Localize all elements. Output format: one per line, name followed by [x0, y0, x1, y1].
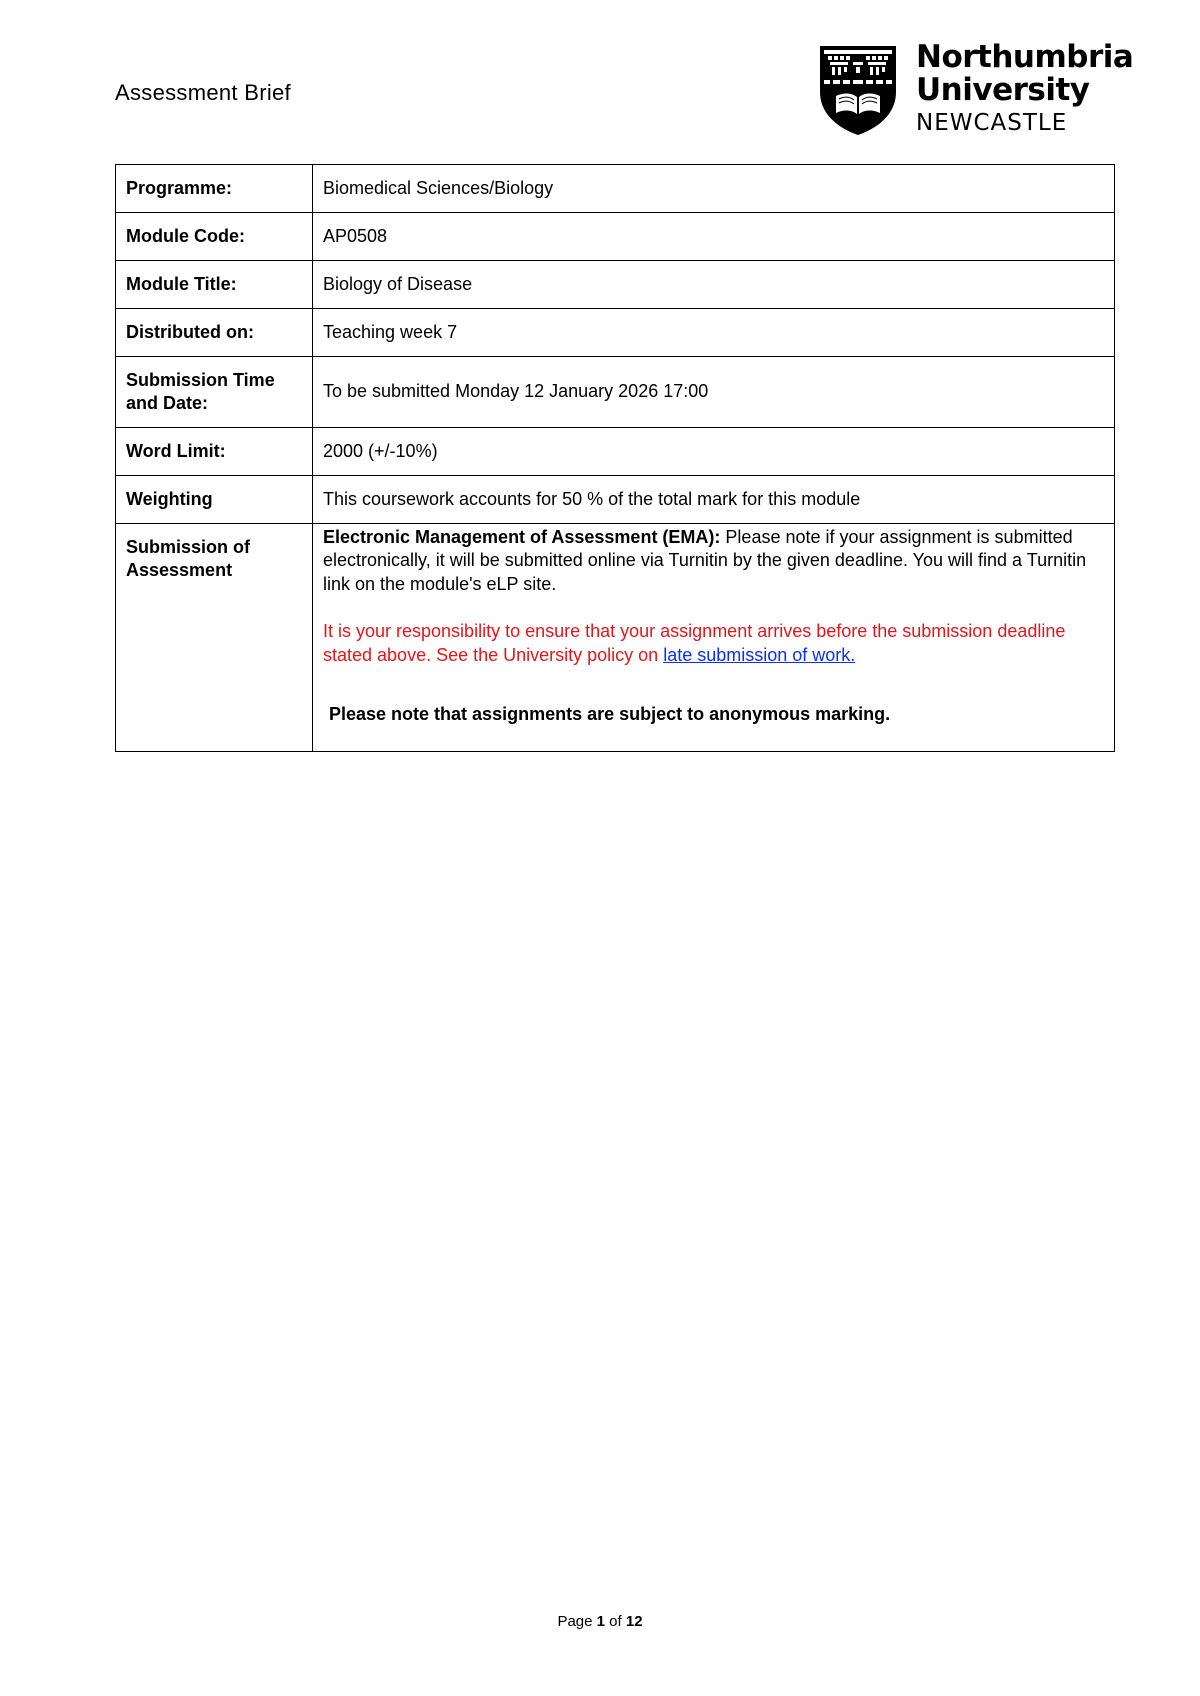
weighting-label: Weighting [116, 476, 313, 524]
table-row-programme [116, 165, 1115, 213]
table-row-distributed-on [116, 309, 1115, 357]
responsibility-warning [323, 620, 1104, 667]
footer-page-word: Page [557, 1613, 597, 1630]
module-title-value: Biology of Disease [313, 261, 1115, 309]
table-row-word-limit [116, 428, 1115, 476]
weighting-value: This coursework accounts for 50 % of the total mark for this module [313, 476, 1115, 524]
warning-text: It is your responsibility to ensure that your assignment arrives before the submission deadline stated above. See the University policy on [323, 621, 1066, 665]
table-row-module-code [116, 213, 1115, 261]
table-row-module-title [116, 261, 1115, 309]
ema-text: Please note if your assignment is submitted electronically, it will be submitted online via Turnitin by the given deadline. You will find a Turnitin link on the module's eLP site. [323, 527, 1087, 594]
distributed-on-label: Distributed on: [116, 309, 313, 357]
programme-label: Programme: [116, 165, 313, 213]
university-crest-icon [818, 40, 898, 136]
table-row-weighting [116, 476, 1115, 524]
page-footer [0, 1613, 1200, 1630]
logo-wordmark [916, 40, 1133, 135]
table-row-submission-of-assessment [116, 524, 1115, 752]
submission-time-label: Submission Time and Date: [116, 357, 313, 428]
table-row-submission-time [116, 357, 1115, 428]
module-code-label: Module Code: [116, 213, 313, 261]
logo-line-university: University [916, 72, 1090, 108]
distributed-on-value: Teaching week 7 [313, 309, 1115, 357]
programme-value: Biomedical Sciences/Biology [313, 165, 1115, 213]
submission-details [313, 524, 1115, 752]
late-submission-policy-link[interactable]: late submission of work. [663, 644, 856, 665]
ema-paragraph [323, 526, 1104, 596]
page-title: Assessment Brief [115, 80, 291, 105]
word-limit-value: 2000 (+/-10%) [313, 428, 1115, 476]
ema-title: Electronic Management of Assessment (EMA): [323, 527, 721, 547]
logo-line-northumbria: Northumbria [916, 39, 1134, 75]
module-title-label: Module Title: [116, 261, 313, 309]
logo-line-newcastle: NEWCASTLE [916, 110, 1068, 136]
footer-total-pages: 12 [625, 1613, 643, 1630]
word-limit-label: Word Limit: [116, 428, 313, 476]
footer-current-page: 1 [596, 1613, 605, 1630]
university-logo [818, 39, 1134, 140]
anonymous-marking-note: Please note that assignments are subject to anonymous marking. [329, 703, 891, 724]
assessment-details-table [115, 164, 1115, 752]
submission-time-value: To be submitted Monday 12 January 2026 17:00 [313, 357, 1115, 428]
module-code-value: AP0508 [313, 213, 1115, 261]
footer-of-word: of [605, 1613, 626, 1630]
submission-of-assessment-label: Submission of Assessment [116, 524, 313, 752]
